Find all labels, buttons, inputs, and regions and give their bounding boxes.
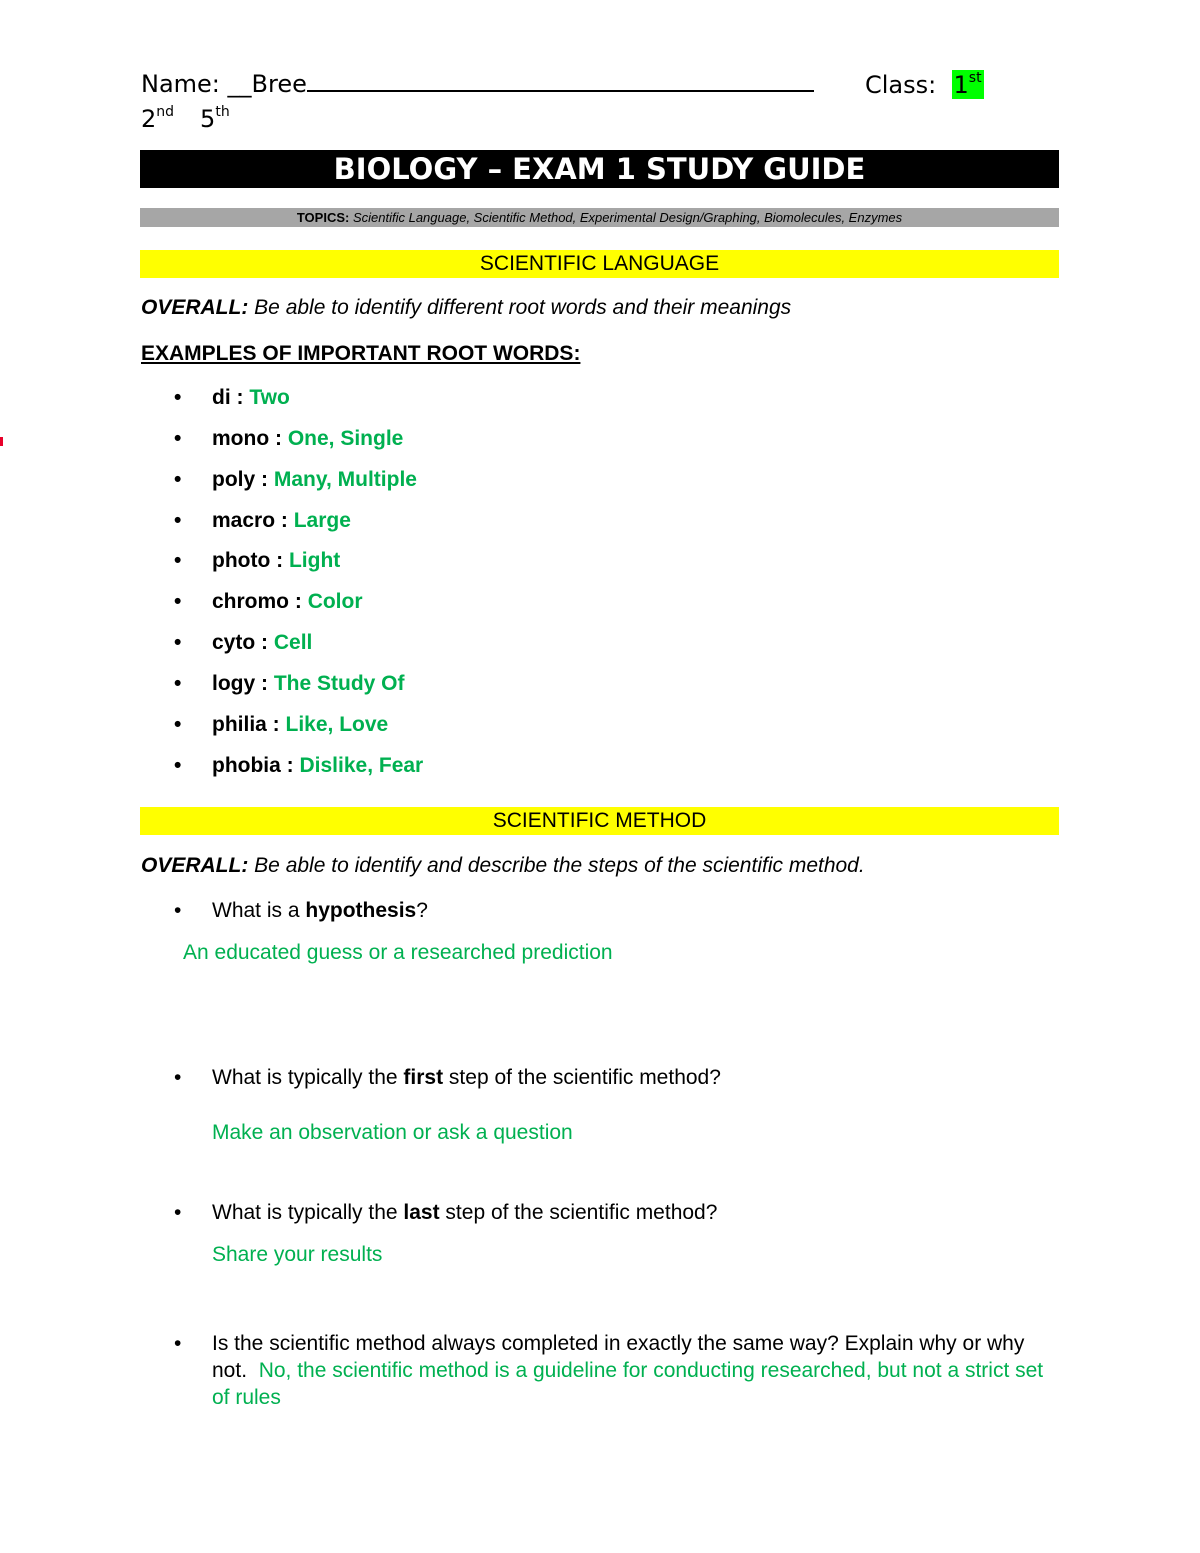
class-period-2: 2nd [141, 104, 175, 133]
name-label: Name: __ [141, 70, 252, 98]
page-title: BIOLOGY – EXAM 1 STUDY GUIDE [140, 150, 1059, 188]
examples-heading: EXAMPLES OF IMPORTANT ROOT WORDS: [141, 342, 581, 365]
question-always-same-way: • Is the scientific method always completed in exactly the same way? Explain why or why not. No, the scientific method is a guideline for conducting researched, but not a strict set of rules [174, 1332, 1044, 1409]
list-item: • philia : Like, Love [174, 713, 389, 736]
list-item: • macro : Large [174, 509, 351, 532]
topics-label: TOPICS: [296, 210, 350, 225]
list-item: • logy : The Study Of [174, 672, 405, 695]
list-item: • poly : Many, Multiple [174, 468, 417, 491]
question-hypothesis: • What is a hypothesis? [174, 899, 428, 922]
name-value: Bree [251, 70, 307, 98]
section-heading-scientific-method: SCIENTIFIC METHOD [140, 807, 1059, 835]
list-item: • di : Two [174, 386, 290, 409]
question-last-step: • What is typically the last step of the scientific method? [174, 1201, 718, 1224]
list-item: • cyto : Cell [174, 631, 313, 654]
name-field [141, 70, 814, 98]
answer-first-step: Make an observation or ask a question [212, 1121, 573, 1144]
topics-bar [140, 208, 1059, 227]
list-item: • photo : Light [174, 549, 341, 572]
class-label: Class: [865, 71, 937, 99]
overall-scientific-language: OVERALL: Be able to identify different root words and their meanings [141, 296, 792, 319]
list-item: • chromo : Color [174, 590, 363, 613]
answer-always-same-way: No, the scientific method is a guideline for conducting researched, but not a strict set of rules [212, 1359, 1044, 1409]
class-period-1: 1st [953, 70, 982, 99]
list-item: • mono : One, Single [174, 427, 404, 450]
class-field [865, 70, 984, 99]
class-period-5: 5th [200, 104, 230, 133]
list-item: • phobia : Dislike, Fear [174, 754, 424, 777]
question-first-step: • What is typically the first step of the scientific method? [174, 1066, 721, 1089]
section-heading-scientific-language: SCIENTIFIC LANGUAGE [140, 250, 1059, 278]
topics-list: Scientific Language, Scientific Method, Experimental Design/Graphing, Biomolecules, Enzymes [352, 210, 903, 225]
answer-hypothesis: An educated guess or a researched prediction [183, 941, 613, 964]
answer-last-step: Share your results [212, 1243, 383, 1266]
class-periods-continued [141, 104, 230, 133]
margin-mark [0, 437, 3, 446]
overall-scientific-method: OVERALL: Be able to identify and describe the steps of the scientific method. [141, 854, 865, 877]
name-underline [307, 70, 814, 92]
